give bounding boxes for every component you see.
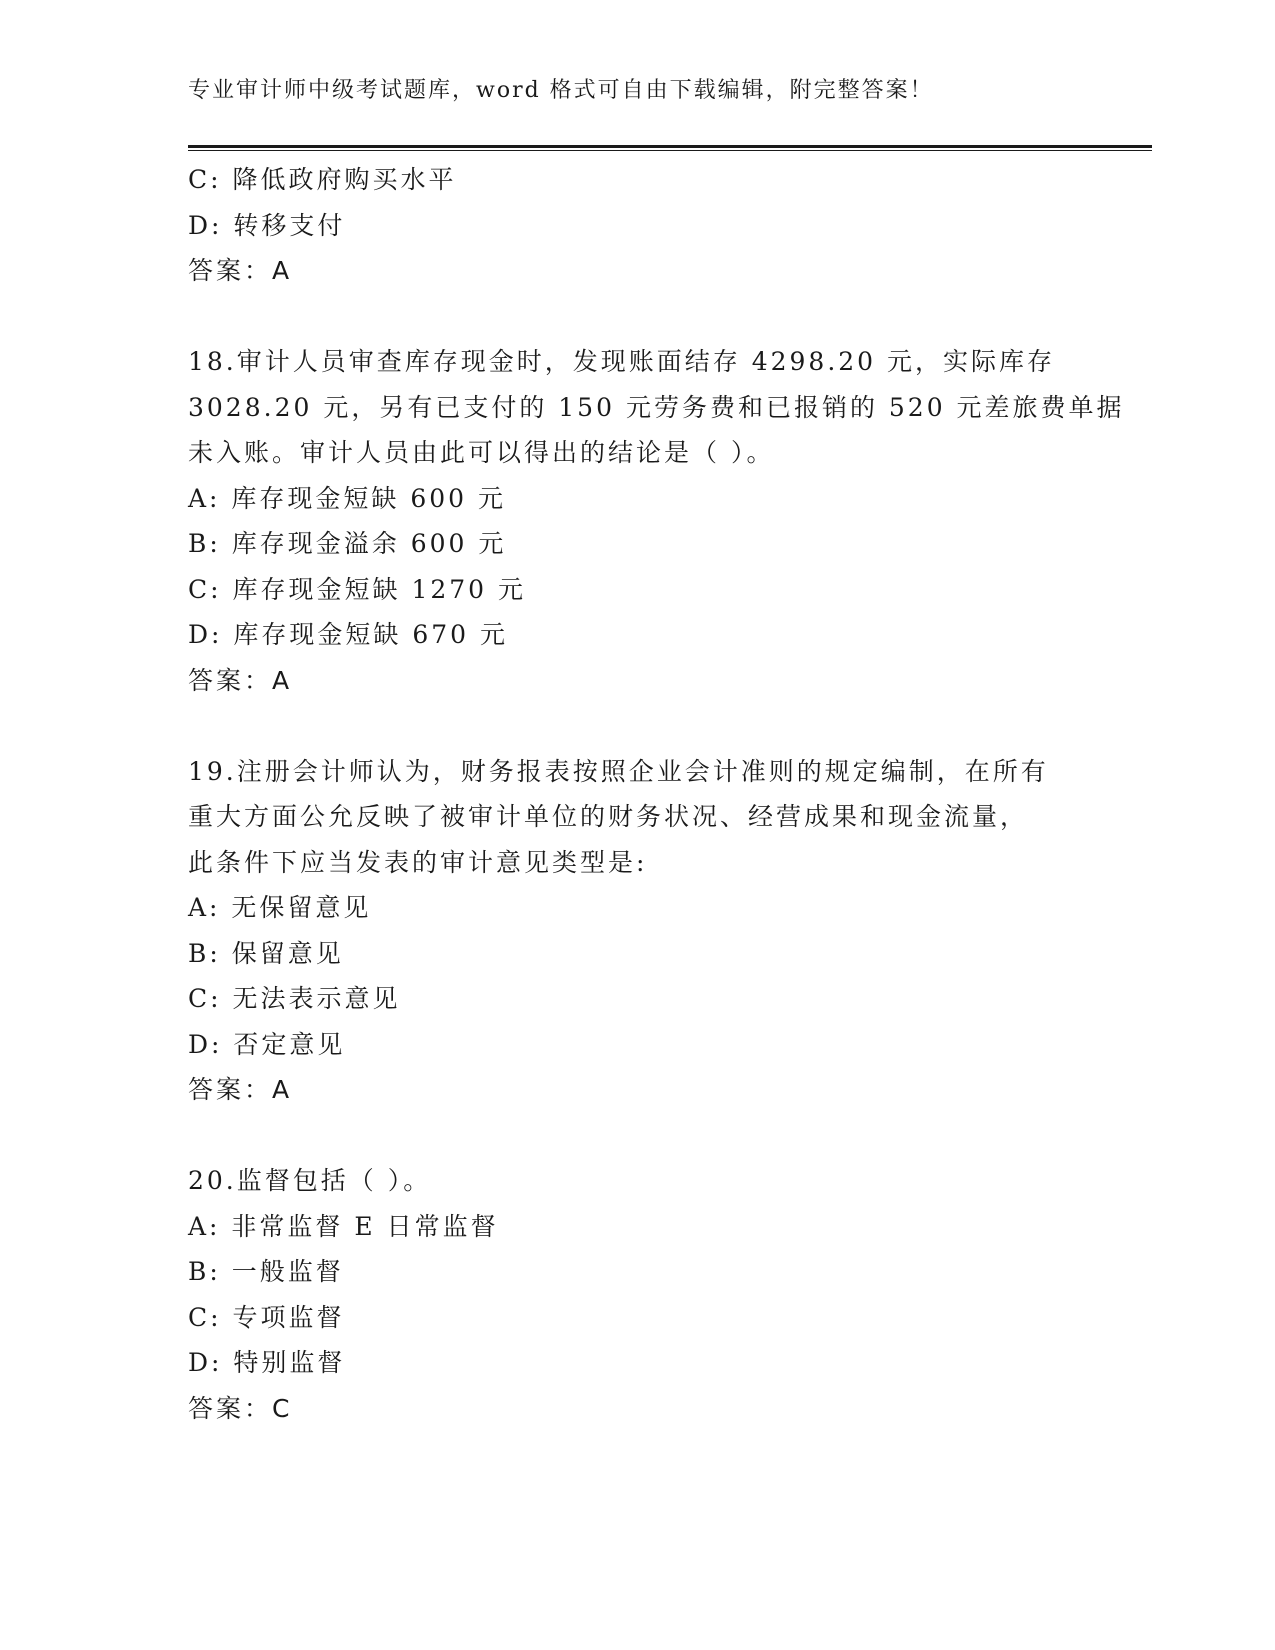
question-18: [188, 339, 1125, 703]
option-d: D: 库存现金短缺 670 元: [188, 620, 509, 649]
option-c: C: 专项监督: [188, 1302, 345, 1332]
question-stem: 未入账。审计人员由此可以得出的结论是（ ）。: [188, 438, 775, 467]
option-c: C: 无法表示意见: [188, 984, 401, 1013]
page-header: 专业审计师中级考试题库，word 格式可自由下载编辑，附完整答案！: [188, 78, 934, 103]
spacer: [188, 703, 1088, 749]
option-a: A: 无保留意见: [188, 893, 372, 922]
question-20: [188, 1158, 1088, 1431]
option-a: A: 库存现金短缺 600 元: [188, 483, 507, 513]
spacer: [188, 294, 1088, 340]
option-c: C: 降低政府购买水平: [188, 165, 457, 194]
answer: 答案：A: [188, 665, 293, 695]
question-stem: 19.注册会计师认为，财务报表按照企业会计准则的规定编制，在所有: [188, 756, 1049, 786]
option-c: C: 库存现金短缺 1270 元: [188, 574, 527, 604]
option-b: B: 一般监督: [188, 1257, 344, 1286]
option-d: D: 否定意见: [188, 1029, 346, 1059]
answer: 答案：A: [188, 256, 293, 285]
answer: 答案：C: [188, 1393, 293, 1423]
document-body: [188, 157, 1125, 1431]
question-17-tail: [188, 157, 1088, 294]
question-stem: 重大方面公允反映了被审计单位的财务状况、经营成果和现金流量，: [188, 802, 1029, 831]
option-a: A: 非常监督 E 日常监督: [188, 1211, 499, 1241]
question-stem: 20.监督包括（ ）。: [188, 1166, 432, 1195]
question-stem: 18.审计人员审查库存现金时，发现账面结存 4298.20 元，实际库存: [188, 347, 1056, 376]
question-19: [188, 749, 1088, 1113]
option-b: B: 库存现金溢余 600 元: [188, 529, 507, 558]
header-divider: [188, 145, 1152, 151]
option-d: D: 转移支付: [188, 210, 346, 240]
question-stem: 3028.20 元，另有已支付的 150 元劳务费和已报销的 520 元差旅费单据: [188, 392, 1125, 422]
answer: 答案：A: [188, 1075, 293, 1104]
spacer: [188, 1113, 1088, 1159]
option-d: D: 特别监督: [188, 1348, 346, 1377]
question-stem: 此条件下应当发表的审计意见类型是:: [188, 847, 648, 877]
option-b: B: 保留意见: [188, 938, 344, 968]
